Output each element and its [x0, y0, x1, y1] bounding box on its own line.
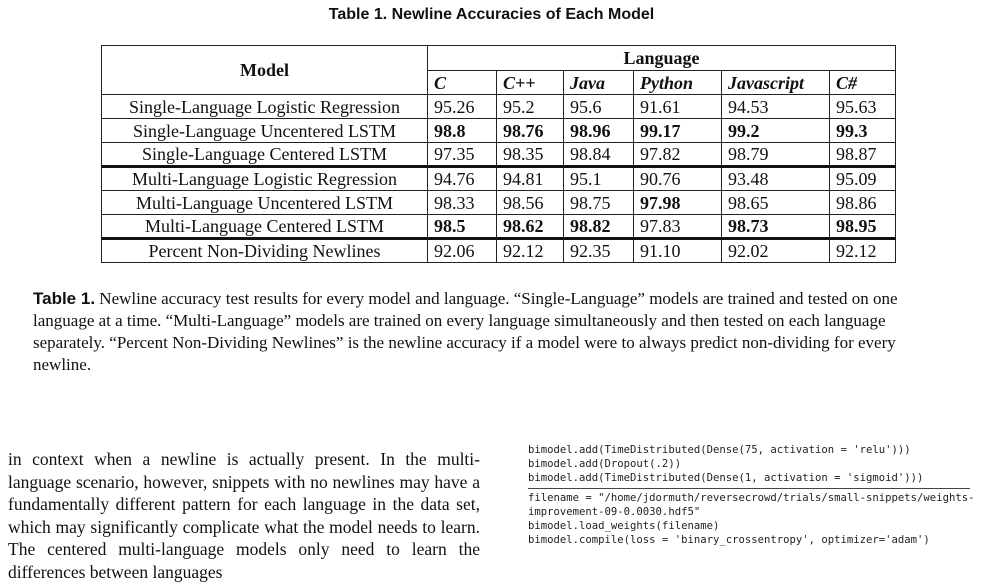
table-cell: 98.8 — [428, 119, 497, 143]
table-cell: 98.56 — [497, 191, 564, 215]
table-cell: 98.76 — [497, 119, 564, 143]
table-row — [102, 95, 896, 119]
code-line: improvement-09-0.0030.hdf5" — [528, 506, 701, 518]
row-model-name: Single-Language Logistic Regression — [102, 95, 428, 119]
table-cell: 92.06 — [428, 239, 497, 263]
table-cell: 99.3 — [830, 119, 896, 143]
table-cell: 98.75 — [564, 191, 634, 215]
language-header-c: C — [428, 71, 497, 95]
code-line: bimodel.load_weights(filename) — [528, 520, 720, 532]
table-cell: 98.62 — [497, 215, 564, 239]
table-cell: 94.76 — [428, 167, 497, 191]
table-cell: 91.61 — [634, 95, 722, 119]
table-cell: 95.6 — [564, 95, 634, 119]
code-listing — [528, 443, 978, 547]
table-cell: 93.48 — [722, 167, 830, 191]
table-cell: 97.83 — [634, 215, 722, 239]
row-model-name: Single-Language Uncentered LSTM — [102, 119, 428, 143]
table-row — [102, 143, 896, 167]
table-cell: 98.84 — [564, 143, 634, 167]
table-cell: 98.96 — [564, 119, 634, 143]
table-row — [102, 191, 896, 215]
language-header-cpp: C++ — [497, 71, 564, 95]
table-cell: 98.86 — [830, 191, 896, 215]
table-cell: 91.10 — [634, 239, 722, 263]
results-table — [101, 45, 896, 263]
table-cell: 92.02 — [722, 239, 830, 263]
table-cell: 95.2 — [497, 95, 564, 119]
caption-text: Newline accuracy test results for every model and language. “Single-Language” models are trained and tested on one language at a time. “Multi-Language” models are trained on every language simultaneously and then tested on each language separately. “Percent Non-Dividing Newlines” is the newline accuracy if a model were to always predict non-dividing for every newline. — [33, 289, 898, 374]
table-cell: 98.35 — [497, 143, 564, 167]
table-cell: 95.26 — [428, 95, 497, 119]
table-cell: 92.35 — [564, 239, 634, 263]
caption-label: Table 1. — [33, 289, 96, 308]
table-caption — [33, 288, 953, 376]
table-cell: 98.33 — [428, 191, 497, 215]
table-cell: 94.53 — [722, 95, 830, 119]
table-title: Table 1. Newline Accuracies of Each Model — [328, 6, 655, 23]
table-cell: 97.35 — [428, 143, 497, 167]
language-column-header: Language — [428, 46, 896, 71]
table-cell: 98.65 — [722, 191, 830, 215]
code-line: bimodel.compile(loss = 'binary_crossentropy', optimizer='adam') — [528, 534, 930, 546]
row-model-name: Multi-Language Logistic Regression — [102, 167, 428, 191]
row-model-name: Multi-Language Centered LSTM — [102, 215, 428, 239]
table-cell: 95.63 — [830, 95, 896, 119]
table-cell: 98.95 — [830, 215, 896, 239]
row-model-name: Percent Non-Dividing Newlines — [102, 239, 428, 263]
table-cell: 99.2 — [722, 119, 830, 143]
language-header-javascript: Javascript — [722, 71, 830, 95]
table-cell: 92.12 — [497, 239, 564, 263]
table-row — [102, 167, 896, 191]
table-cell: 97.82 — [634, 143, 722, 167]
table-cell: 94.81 — [497, 167, 564, 191]
language-header-java: Java — [564, 71, 634, 95]
table-cell: 95.1 — [564, 167, 634, 191]
code-line: bimodel.add(TimeDistributed(Dense(75, activation = 'relu'))) — [528, 444, 911, 456]
code-divider — [528, 488, 970, 489]
language-header-python: Python — [634, 71, 722, 95]
code-line: bimodel.add(TimeDistributed(Dense(1, activation = 'sigmoid'))) — [528, 472, 924, 484]
code-line: bimodel.add(Dropout(.2)) — [528, 458, 682, 470]
body-paragraph: in context when a newline is actually present. In the multi-language scenario, however, snippets with no newlines may have a fundamentally different pattern for each language in the data set, which may significantly complicate what the model needs to learn. The centered multi-language models only need to learn the differences between languages — [8, 449, 480, 582]
row-model-name: Multi-Language Uncentered LSTM — [102, 191, 428, 215]
table-cell: 98.73 — [722, 215, 830, 239]
table-cell: 98.79 — [722, 143, 830, 167]
table-cell: 98.5 — [428, 215, 497, 239]
code-line: filename = "/home/jdormuth/reversecrowd/trials/small-snippets/weights- — [528, 492, 975, 504]
table-cell: 92.12 — [830, 239, 896, 263]
table-cell: 90.76 — [634, 167, 722, 191]
table-cell: 98.87 — [830, 143, 896, 167]
row-model-name: Single-Language Centered LSTM — [102, 143, 428, 167]
model-column-header: Model — [102, 46, 428, 95]
table-cell: 98.82 — [564, 215, 634, 239]
table-cell: 97.98 — [634, 191, 722, 215]
table-cell: 95.09 — [830, 167, 896, 191]
table-row — [102, 239, 896, 263]
table-row — [102, 119, 896, 143]
language-header-csharp: C# — [830, 71, 896, 95]
table-cell: 99.17 — [634, 119, 722, 143]
table-row — [102, 215, 896, 239]
